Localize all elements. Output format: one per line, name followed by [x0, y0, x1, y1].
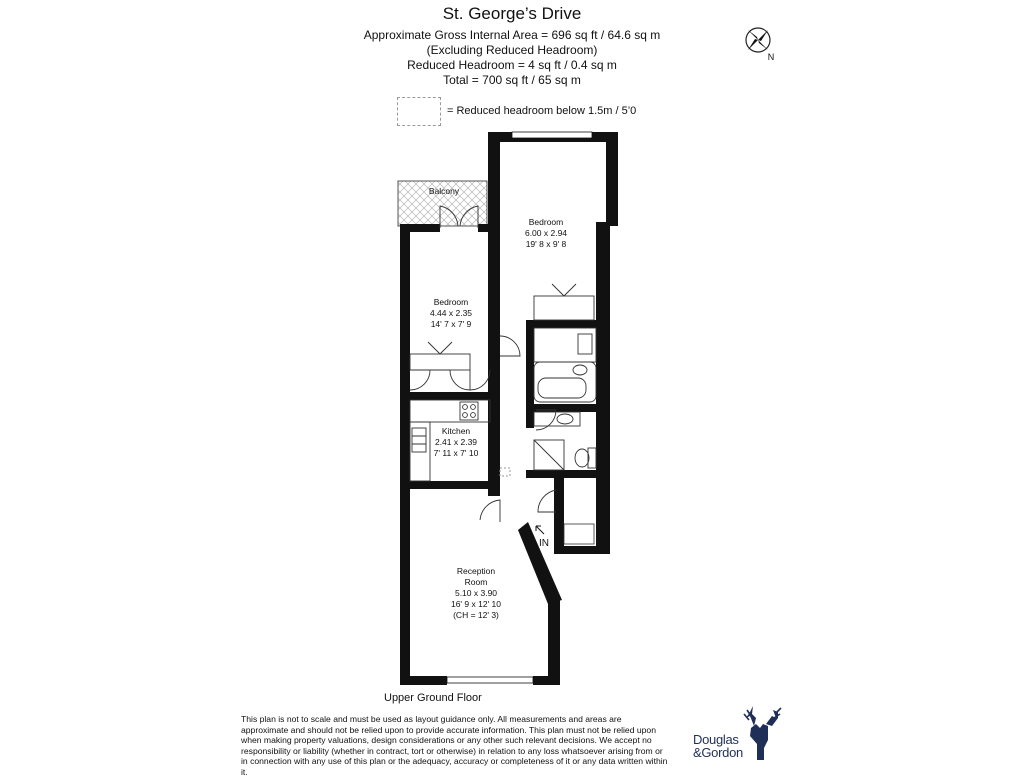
bedroom2-metric: 6.00 x 2.94 [524, 228, 568, 238]
area-line-reduced: Reduced Headroom = 4 sq ft / 0.4 sq m [407, 58, 617, 72]
storage-cupboard [564, 524, 594, 544]
plan-title: St. George’s Drive [442, 4, 582, 23]
brand-line-1: Douglas [693, 732, 739, 747]
bedroom2-imperial: 19' 8 x 9' 8 [525, 239, 567, 249]
bathroom-fittings [534, 328, 596, 470]
area-line-total: Total = 700 sq ft / 65 sq m [443, 73, 581, 87]
reception-name-line2: Room [464, 577, 488, 587]
area-line-gross: Approximate Gross Internal Area = 696 sq ft / 64.6 sq m [363, 28, 661, 42]
bedroom1-name: Bedroom [433, 297, 469, 307]
bedroom1-metric: 4.44 x 2.35 [429, 308, 473, 318]
stag-head-logo-icon [744, 706, 781, 760]
kitchen-metric: 2.41 x 2.39 [434, 437, 478, 447]
legend-swatch [397, 97, 441, 126]
brand-line-2: &Gordon [693, 745, 743, 760]
reception-imperial: 16' 9 x 12' 10 [450, 599, 502, 609]
entrance-arrow-icon [536, 526, 544, 534]
reception-ceiling: (CH = 12' 3) [453, 610, 499, 620]
balcony-label: Balcony [428, 186, 460, 196]
bedroom2-name: Bedroom [528, 217, 564, 227]
bedroom1-imperial: 14' 7 x 7' 9 [430, 319, 472, 329]
reception-metric: 5.10 x 3.90 [454, 588, 498, 598]
legend-text: = Reduced headroom below 1.5m / 5’0 [447, 105, 637, 117]
kitchen-name: Kitchen [441, 426, 471, 436]
kitchen-imperial: 7' 11 x 7' 10 [433, 448, 479, 458]
compass-north-label: N [767, 52, 775, 62]
reception-name-line1: Reception [456, 566, 496, 576]
reduced-headroom-area [500, 468, 510, 476]
entrance-label: IN [539, 538, 549, 549]
brand-name [693, 733, 743, 759]
floor-label: Upper Ground Floor [384, 692, 482, 704]
disclaimer-text: This plan is not to scale and must be used as layout guidance only. All measurements and areas are approximate and should not be relied upon to provide accurate information. This plan must not be relied upon when making property valuations, design considerations or any other such relevant decisions. We accept no responsibility or liability (whether in contract, tort or otherwise) in relation to any loss whatsoever arising from or in connection with any use of this plan or the adequacy, accuracy or completeness of it or any data written within it. [241, 714, 668, 777]
area-line-excluding: (Excluding Reduced Headroom) [426, 43, 598, 57]
